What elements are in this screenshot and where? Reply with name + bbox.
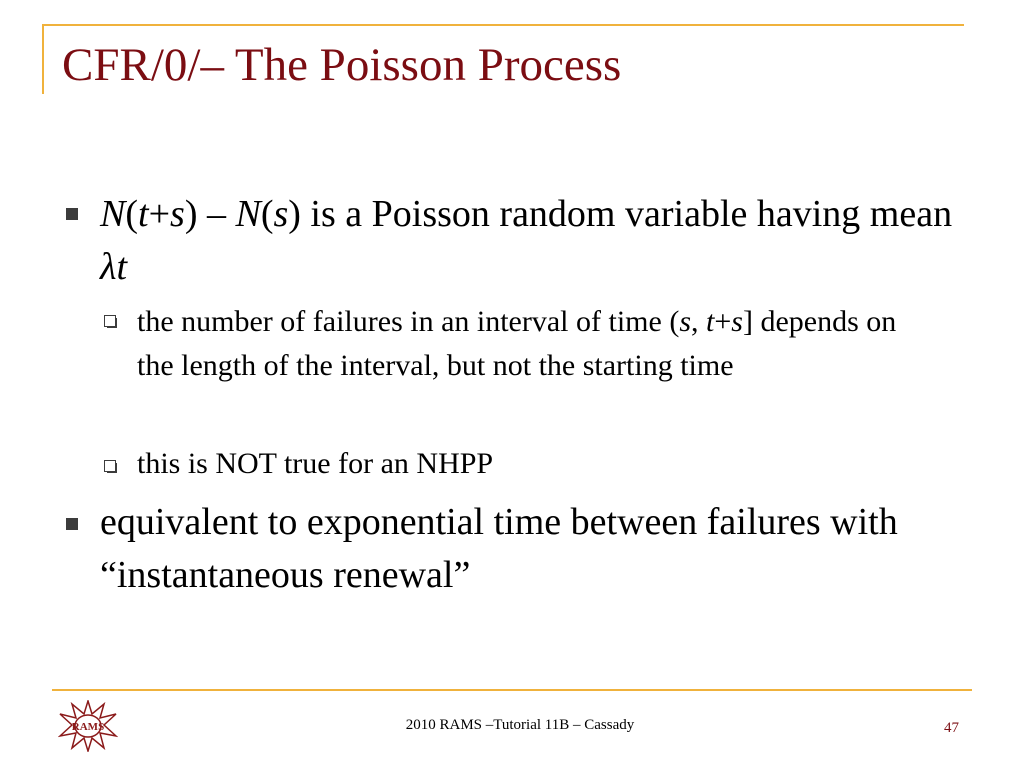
bullet-2-text: equivalent to exponential time between failures with “instantaneous renewal” [100, 501, 898, 596]
subbullet-2-text: this is NOT true for an NHPP [137, 447, 494, 480]
bullet-1-text: N(t+s) – N(s) is a Poisson random variable having mean λt [100, 193, 953, 288]
footer-rule [52, 689, 972, 691]
bullet-square-icon [66, 518, 78, 530]
slide-title: CFR/0/– The Poisson Process [62, 39, 622, 91]
subbullet-box-icon [104, 460, 116, 472]
title-frame-top-rule [42, 24, 964, 26]
subbullet-box-icon [104, 315, 116, 327]
bullet-square-icon [66, 208, 78, 220]
footer-text: 2010 RAMS –Tutorial 11B – Cassady [405, 717, 635, 733]
page-number: 47 [944, 720, 959, 736]
subbullet-1-text: the number of failures in an interval of time (s, t+s] depends on the length of the interval, but not the starting time [137, 305, 897, 382]
rams-logo-icon [58, 700, 118, 752]
title-frame-left-rule [42, 24, 44, 94]
svg-text:RAMS: RAMS [71, 721, 105, 733]
